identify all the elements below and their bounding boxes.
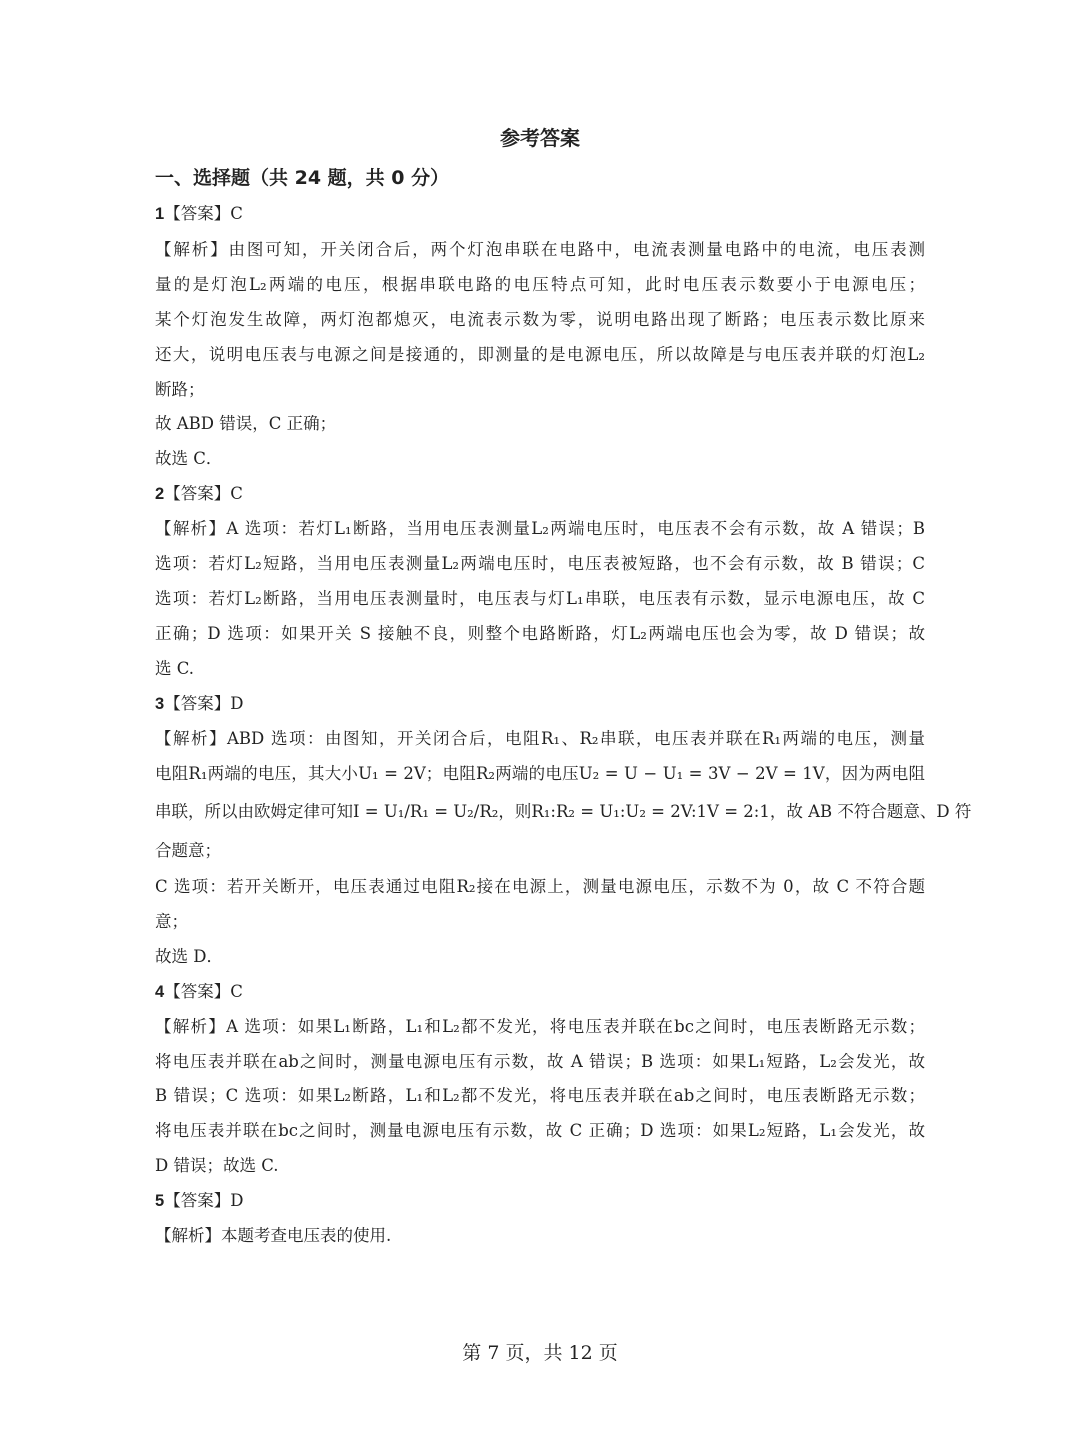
answer-line: [155, 692, 925, 716]
explanation-line: B 错误；C 选项：如果L₂断路，L₁和L₂都不发光，将电压表并联在ab之间时，电压表断路无示数；: [155, 1086, 925, 1105]
explanation-line: 【解析】本题考查电压表的使用.: [155, 1226, 392, 1245]
explanation-line: 还大，说明电压表与电源之间是接通的，即测量的是电源电压，所以故障是与电压表并联的灯泡L₂: [155, 345, 925, 364]
explanation-line: 断路；: [155, 380, 205, 399]
explanation-line: 【解析】ABD 选项：由图知，开关闭合后，电阻R₁、R₂串联，电压表并联在R₁两端的电压，测量: [155, 729, 925, 748]
explanation-line: 选 C.: [155, 659, 195, 678]
answer-text: 【答案】D: [164, 1191, 244, 1210]
answer-line: [155, 482, 925, 506]
question-number: 3: [155, 695, 165, 713]
explanation-line: 选项：若灯L₂断路，当用电压表测量时，电压表与灯L₁串联，电压表有示数，显示电源电压，故 C: [155, 589, 925, 608]
question-number: 2: [155, 485, 165, 503]
answer-text: 【答案】C: [164, 982, 243, 1001]
explanation-line: 【解析】A 选项：若灯L₁断路，当用电压表测量L₂两端电压时，电压表不会有示数，故 A 错误；B: [155, 519, 925, 538]
explanation-line: 【解析】由图可知，开关闭合后，两个灯泡串联在电路中，电流表测量电路中的电流，电压表测: [155, 240, 925, 259]
explanation-line: 故选 C．: [155, 449, 223, 468]
explanation-line: 量的是灯泡L₂两端的电压，根据串联电路的电压特点可知，此时电压表示数要小于电源电压；: [155, 275, 925, 294]
question-number: 1: [155, 205, 165, 223]
answer-text: 【答案】D: [164, 694, 244, 713]
explanation-line: 故选 D．: [155, 947, 223, 966]
question-number: 4: [155, 983, 165, 1001]
explanation-line: 正确；D 选项：如果开关 S 接触不良，则整个电路断路，灯L₂两端电压也会为零，故 D 错误；故: [155, 624, 925, 643]
answer-text: 【答案】C: [164, 204, 243, 223]
explanation-line: 意；: [155, 912, 188, 931]
question-number: 5: [155, 1192, 165, 1210]
page-title: 参考答案: [500, 126, 580, 150]
explanation-line: 串联，所以由欧姆定律可知I = U₁/R₁ = U₂/R₂，则R₁:R₂ = U₁:U₂ = 2V:1V = 2:1，故 AB 不符合题意、D 符: [155, 802, 972, 821]
explanation-line: 合题意；: [155, 841, 221, 860]
explanation-line: 电阻R₁两端的电压，其大小U₁ = 2V；电阻R₂两端的电压U₂ = U − U₁ = 3V − 2V = 1V，因为两电阻: [155, 764, 925, 783]
section-heading: 一、选择题（共 24 题，共 0 分）: [155, 167, 450, 189]
answer-line: [155, 980, 925, 1004]
page-footer: 第 7 页，共 12 页: [462, 1342, 618, 1364]
explanation-line: 某个灯泡发生故障，两灯泡都熄灭，电流表示数为零，说明电路出现了断路；电压表示数比原来: [155, 310, 925, 329]
explanation-line: 【解析】A 选项：如果L₁断路，L₁和L₂都不发光，将电压表并联在bc之间时，电压表断路无示数；: [155, 1017, 925, 1036]
explanation-line: D 错误；故选 C.: [155, 1156, 279, 1175]
answer-line: [155, 202, 925, 226]
explanation-line: C 选项：若开关断开，电压表通过电阻R₂接在电源上，测量电源电压，示数不为 0，故 C 不符合题: [155, 877, 925, 896]
answer-line: [155, 1189, 925, 1213]
explanation-line: 选项：若灯L₂短路，当用电压表测量L₂两端电压时，电压表被短路，也不会有示数，故 B 错误；C: [155, 554, 925, 573]
answer-text: 【答案】C: [164, 484, 243, 503]
explanation-line: 将电压表并联在ab之间时，测量电源电压有示数，故 A 错误；B 选项：如果L₁短路，L₂会发光，故: [155, 1052, 925, 1071]
explanation-line: 将电压表并联在bc之间时，测量电源电压有示数，故 C 正确；D 选项：如果L₂短路，L₁会发光，故: [155, 1121, 925, 1140]
explanation-line: 故 ABD 错误，C 正确；: [155, 414, 337, 433]
